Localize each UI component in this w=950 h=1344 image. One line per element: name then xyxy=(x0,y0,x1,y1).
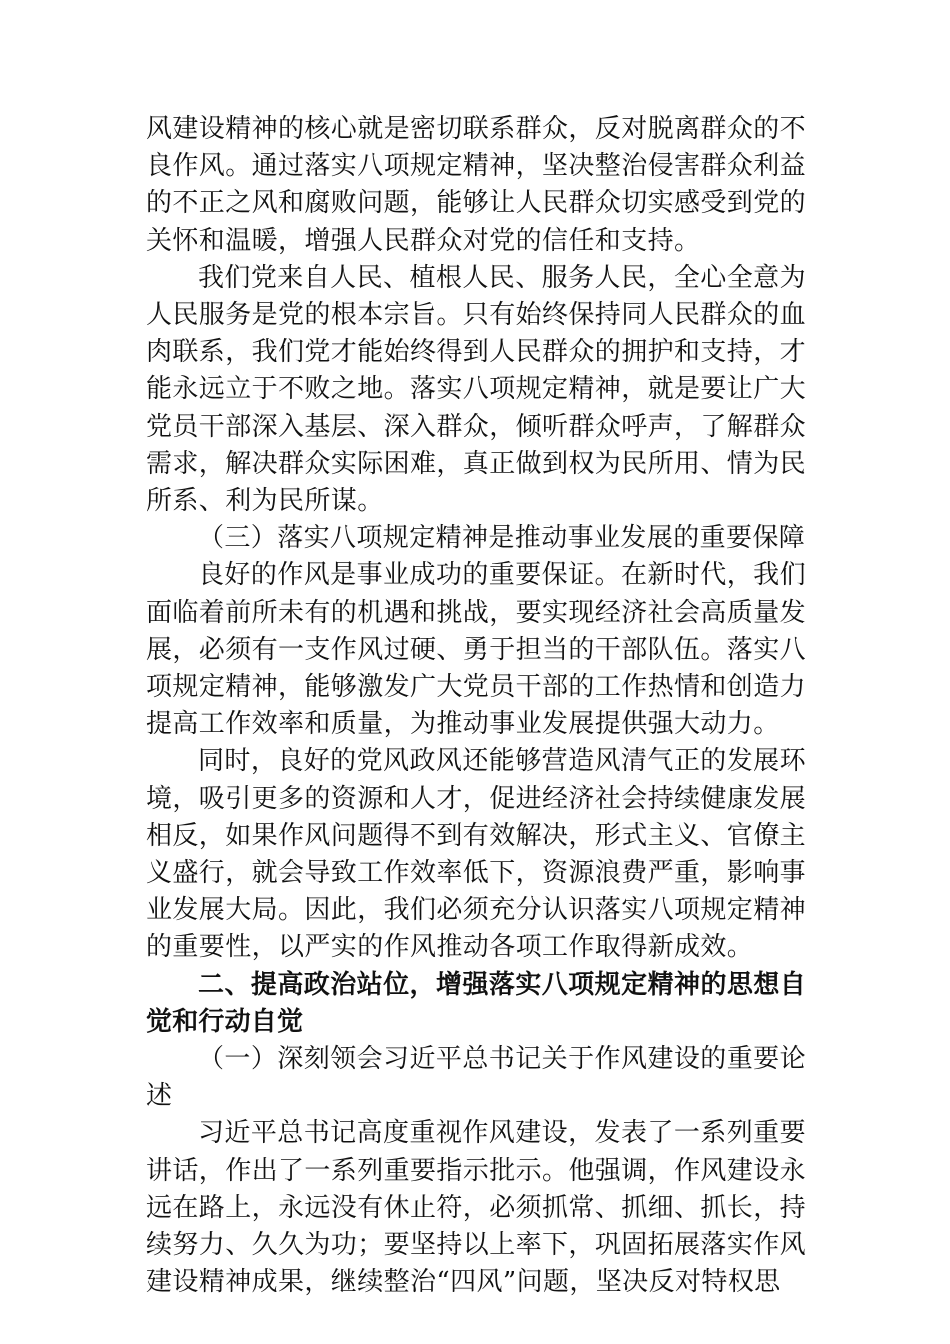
paragraph-meanwhile: 同时，良好的党风政风还能够营造风清气正的发展环境，吸引更多的资源和人才，促进经济社会持续健康发展相反，如果作风问题得不到有效解决，形式主义、官僚主义盛行，就会导致工作效率低下，资源浪费严重，影响事业发展大局。因此，我们必须充分认识落实八项规定精神的重要性，以严实的作风推动各项工作取得新成效。 xyxy=(146,746,807,963)
document-body xyxy=(146,111,806,1302)
subheading-three: （三）落实八项规定精神是推动事业发展的重要保障 xyxy=(198,523,806,554)
section-heading-two: 二、提高政治站位，增强落实八项规定精神的思想自觉和行动自觉 xyxy=(146,969,806,1037)
paragraph-good-style: 良好的作风是事业成功的重要保证。在新时代，我们面临着前所未有的机遇和挑战，要实现经济社会高质量发展，必须有一支作风过硬、勇于担当的干部队伍。落实八项规定精神，能够激发广大党员干部的工作热情和创造力提高工作效率和质量，为推动事业发展提供强大动力。 xyxy=(146,560,807,740)
paragraph-party-origin: 我们党来自人民、植根人民、服务人民，全心全意为人民服务是党的根本宗旨。只有始终保持同人民群众的血肉联系，我们党才能始终得到人民群众的拥护和支持，才能永远立于不败之地。落实八项规定精神，就是要让广大党员干部深入基层、深入群众，倾听群众呼声，了解群众需求，解决群众实际困难，真正做到权为民所用、情为民所系、利为民所谋。 xyxy=(146,262,807,517)
paragraph-xi-remarks: 习近平总书记高度重视作风建设，发表了一系列重要讲话，作出了一系列重要指示批示。他强调，作风建设永远在路上，永远没有休止符，必须抓常、抓细、抓长，持续努力、久久为功；要坚持以上率下，巩固拓展落实作风建设精神成果，继续整治“四风”问题，坚决反对特权思 xyxy=(146,1118,807,1298)
subheading-one: （一）深刻领会习近平总书记关于作风建设的重要论述 xyxy=(146,1044,806,1112)
paragraph-continued: 风建设精神的核心就是密切联系群众，反对脱离群众的不良作风。通过落实八项规定精神，坚决整治侵害群众利益的不正之风和腐败问题，能够让人民群众切实感受到党的关怀和温暖，增强人民群众对党的信任和支持。 xyxy=(146,114,807,256)
